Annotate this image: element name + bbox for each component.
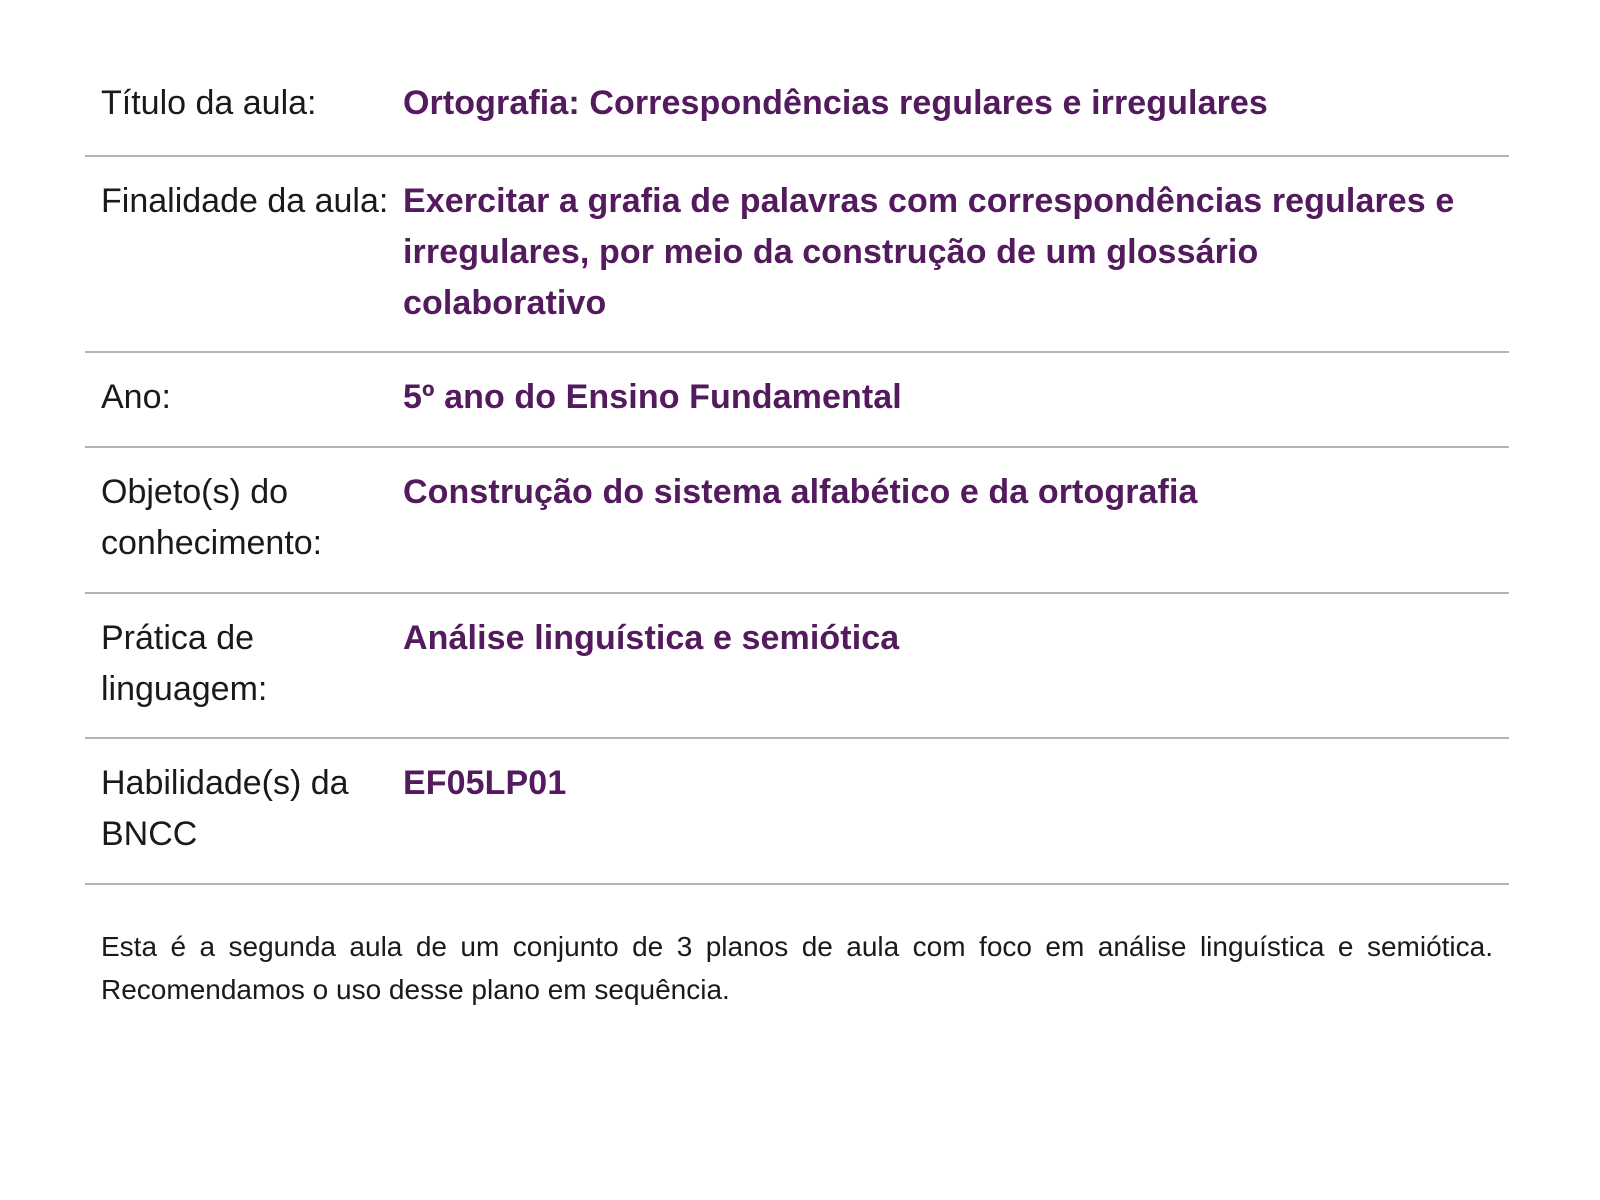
row-bncc-skills xyxy=(85,739,1509,885)
row-label: Prática de linguagem: xyxy=(101,619,268,708)
lesson-plan-table xyxy=(85,60,1509,1039)
row-lesson-title xyxy=(85,60,1509,157)
row-value: EF05LP01 xyxy=(403,764,567,802)
row-value: Análise linguística e semiótica xyxy=(403,619,900,657)
sequence-note: Esta é a segunda aula de um conjunto de 3 planos de aula com foco em análise linguística e semiótica. Recomendamos o uso desse plano em sequência. xyxy=(101,931,1493,1005)
row-value: Construção do sistema alfabético e da ortografia xyxy=(403,473,1198,511)
row-label: Título da aula: xyxy=(101,84,317,122)
row-label: Ano: xyxy=(101,378,171,416)
row-grade xyxy=(85,353,1509,448)
row-knowledge-objects xyxy=(85,448,1509,594)
row-lesson-purpose xyxy=(85,157,1509,353)
row-language-practice xyxy=(85,594,1509,739)
row-value: 5º ano do Ensino Fundamental xyxy=(403,378,902,416)
row-value: Exercitar a grafia de palavras com correspondências regulares e irregulares, por meio da construção de um glossário colaborativo xyxy=(403,182,1455,322)
row-label: Finalidade da aula: xyxy=(101,182,389,220)
row-label: Objeto(s) do conhecimento: xyxy=(101,473,323,562)
row-value: Ortografia: Correspondências regulares e irregulares xyxy=(403,84,1268,122)
row-label: Habilidade(s) da BNCC xyxy=(101,764,349,853)
